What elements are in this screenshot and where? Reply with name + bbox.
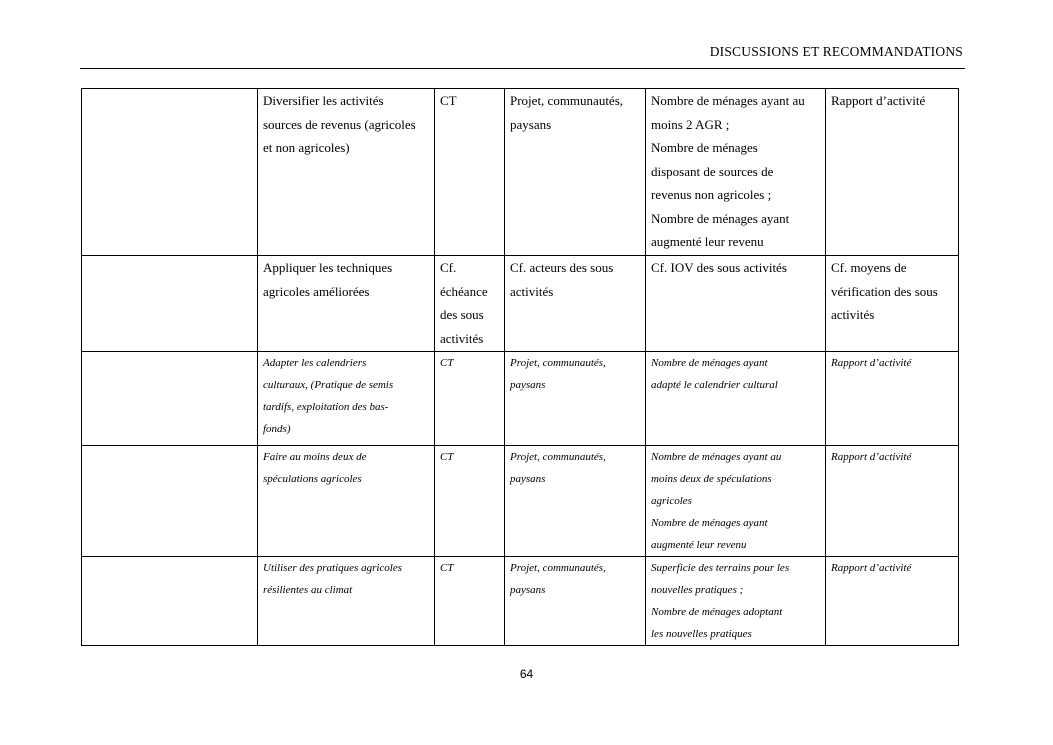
table-cell: CT	[435, 557, 505, 646]
header-title: DISCUSSIONS ET RECOMMANDATIONS	[709, 44, 963, 59]
table-cell: Nombre de ménages ayant adapté le calendrier cultural	[646, 352, 826, 446]
page-header	[80, 0, 965, 69]
table-cell	[82, 89, 258, 256]
table-cell: Projet, communautés, paysans	[505, 89, 646, 256]
table-cell: Cf. moyens de vérification des sous activités	[826, 256, 959, 352]
table-cell: Utiliser des pratiques agricoles résilientes au climat	[258, 557, 435, 646]
table-cell: Projet, communautés, paysans	[505, 446, 646, 557]
table-cell: Adapter les calendriers culturaux, (Pratique de semis tardifs, exploitation des bas- fonds)	[258, 352, 435, 446]
table-cell: Nombre de ménages ayant au moins deux de spéculations agricoles Nombre de ménages ayant augmenté leur revenu	[646, 446, 826, 557]
table-cell	[82, 557, 258, 646]
table-cell: Rapport d’activité	[826, 446, 959, 557]
recommendations-table	[81, 88, 959, 646]
table-cell	[82, 256, 258, 352]
table-cell: Faire au moins deux de spéculations agricoles	[258, 446, 435, 557]
table-cell: Diversifier les activités sources de revenus (agricoles et non agricoles)	[258, 89, 435, 256]
table-cell: CT	[435, 446, 505, 557]
table-cell: Superficie des terrains pour les nouvelles pratiques ; Nombre de ménages adoptant les nouvelles pratiques	[646, 557, 826, 646]
table-cell	[82, 352, 258, 446]
table-row	[82, 557, 959, 646]
table-cell: Projet, communautés, paysans	[505, 352, 646, 446]
table-row	[82, 446, 959, 557]
table-cell: Projet, communautés, paysans	[505, 557, 646, 646]
table-row	[82, 89, 959, 256]
table-cell: Rapport d’activité	[826, 89, 959, 256]
page-number: 64	[519, 667, 534, 681]
table-row	[82, 352, 959, 446]
table-cell	[82, 446, 258, 557]
table-cell: Rapport d’activité	[826, 557, 959, 646]
table-cell: CT	[435, 352, 505, 446]
table-cell: Cf. IOV des sous activités	[646, 256, 826, 352]
table-cell: Nombre de ménages ayant au moins 2 AGR ; Nombre de ménages disposant de sources de revenus non agricoles ; Nombre de ménages ayant augmenté leur revenu	[646, 89, 826, 256]
table-cell: Appliquer les techniques agricoles améliorées	[258, 256, 435, 352]
table-cell: CT	[435, 89, 505, 256]
table-cell: Cf. échéance des sous activités	[435, 256, 505, 352]
table-row	[82, 256, 959, 352]
table-cell: Rapport d’activité	[826, 352, 959, 446]
table-cell: Cf. acteurs des sous activités	[505, 256, 646, 352]
